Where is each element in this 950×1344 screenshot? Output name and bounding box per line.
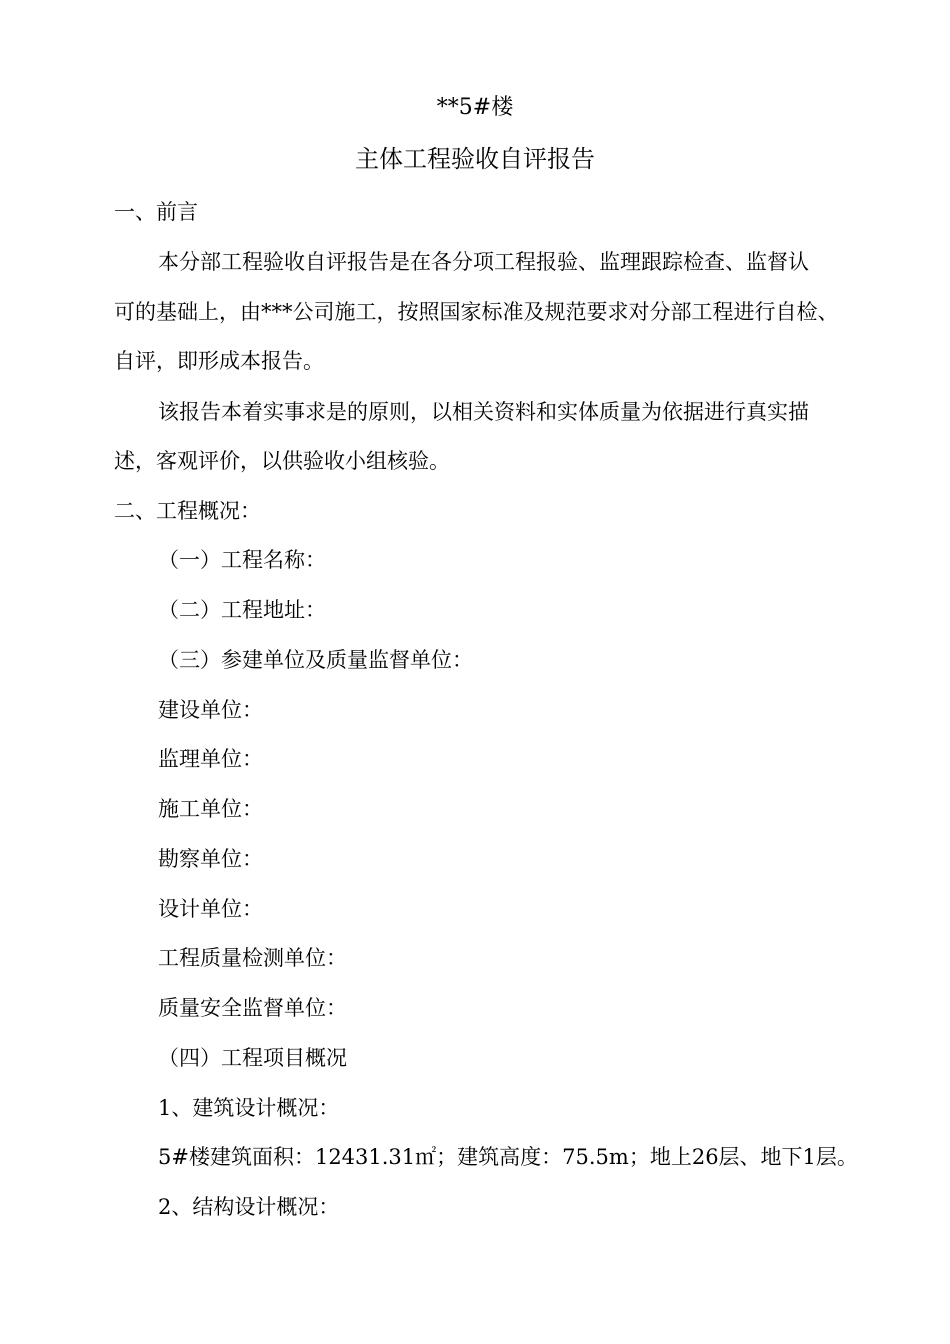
overview-item-project-name: （一）工程名称：	[158, 548, 326, 572]
subsection-architectural-design: 1、建筑设计概况：	[158, 1096, 340, 1120]
section-heading-overview: 二、工程概况：	[114, 499, 261, 523]
unit-design: 设计单位：	[158, 897, 263, 921]
preface-paragraph-1-line-1: 本分部工程验收自评报告是在各分项工程报验、监理跟踪检查、监督认	[158, 250, 809, 274]
unit-supervision: 监理单位：	[158, 747, 263, 771]
preface-paragraph-2-line-1: 该报告本着实事求是的原则，以相关资料和实体质量为依据进行真实描	[158, 400, 809, 424]
overview-item-project-summary: （四）工程项目概况	[158, 1046, 347, 1070]
unit-quality-safety-supervision: 质量安全监督单位：	[158, 996, 347, 1020]
document-title-report: 主体工程验收自评报告	[355, 145, 595, 173]
overview-item-project-address: （二）工程地址：	[158, 598, 326, 622]
overview-item-participating-units: （三）参建单位及质量监督单位：	[158, 648, 473, 672]
unit-contractor: 施工单位：	[158, 797, 263, 821]
architectural-design-detail: 5#楼建筑面积：12431.31㎡；建筑高度：75.5m；地上26层、地下1层。	[158, 1145, 858, 1169]
unit-quality-testing: 工程质量检测单位：	[158, 946, 347, 970]
unit-survey: 勘察单位：	[158, 847, 263, 871]
preface-paragraph-2-line-2: 述，客观评价，以供验收小组核验。	[114, 449, 450, 473]
subsection-structural-design: 2、结构设计概况：	[158, 1195, 340, 1219]
section-heading-preface: 一、前言	[114, 200, 198, 224]
document-title-building: **5#楼	[436, 95, 514, 120]
preface-paragraph-1-line-2: 可的基础上，由***公司施工，按照国家标准及规范要求对分部工程进行自检、	[114, 300, 839, 324]
unit-construction-owner: 建设单位：	[158, 698, 263, 722]
preface-paragraph-1-line-3: 自评，即形成本报告。	[114, 349, 324, 373]
